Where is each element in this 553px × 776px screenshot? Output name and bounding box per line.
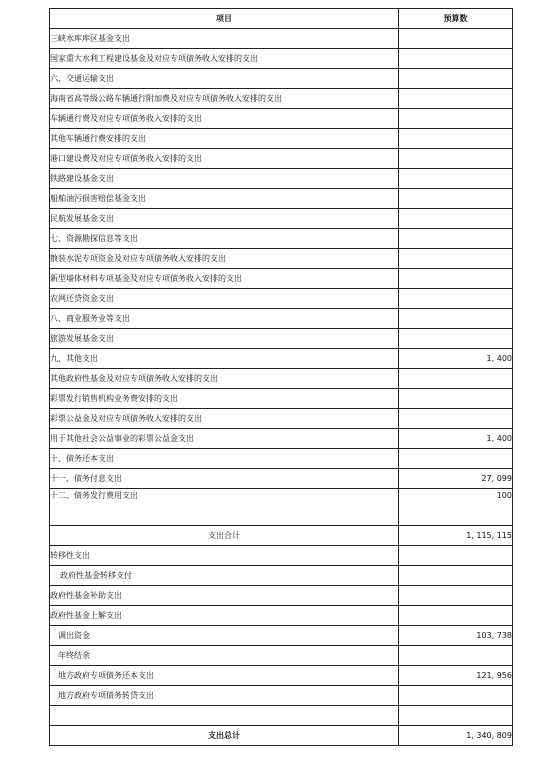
subtotal-row xyxy=(50,526,513,546)
row-label: 其他车辆通行费安排的支出 xyxy=(50,129,399,149)
table-row xyxy=(50,626,513,646)
row-label: 支出合计 xyxy=(50,526,399,546)
table-row xyxy=(50,129,513,149)
row-label: 年终结余 xyxy=(50,646,399,666)
row-label: 车辆通行费及对应专项债务收入安排的支出 xyxy=(50,109,399,129)
row-value xyxy=(399,149,513,169)
table-row xyxy=(50,566,513,586)
row-label: 三峡水库库区基金支出 xyxy=(50,29,399,49)
row-label: 调出资金 xyxy=(50,626,399,646)
table-row xyxy=(50,489,513,526)
row-value: 1, 340, 809 xyxy=(399,726,513,746)
header-budget: 预算数 xyxy=(399,9,513,29)
row-value xyxy=(399,449,513,469)
row-label: 地方政府专项债务转贷支出 xyxy=(50,686,399,706)
table-row xyxy=(50,189,513,209)
row-label: 海南省高等级公路车辆通行附加费及对应专项债务收入安排的支出 xyxy=(50,89,399,109)
table-row xyxy=(50,149,513,169)
table-row xyxy=(50,289,513,309)
row-label: 支出总计 xyxy=(50,726,399,746)
table-row xyxy=(50,249,513,269)
row-value xyxy=(399,369,513,389)
row-label: 政府性基金上解支出 xyxy=(50,606,399,626)
row-label: 政府性基金补助支出 xyxy=(50,586,399,606)
row-label: 港口建设费及对应专项债务收入安排的支出 xyxy=(50,149,399,169)
row-label: 八、商业服务业等支出 xyxy=(50,309,399,329)
table-row xyxy=(50,89,513,109)
row-value xyxy=(399,309,513,329)
row-label: 农网还贷资金支出 xyxy=(50,289,399,309)
row-label: 其他政府性基金及对应专项债务收入安排的支出 xyxy=(50,369,399,389)
table-row xyxy=(50,469,513,489)
table-row xyxy=(50,29,513,49)
row-label: 用于其他社会公益事业的彩票公益金支出 xyxy=(50,429,399,449)
row-value xyxy=(399,109,513,129)
table-header-row xyxy=(50,9,513,29)
row-value xyxy=(399,169,513,189)
row-value xyxy=(399,706,513,726)
row-value xyxy=(399,289,513,309)
row-value: 1, 400 xyxy=(399,349,513,369)
table-row xyxy=(50,329,513,349)
table-row xyxy=(50,666,513,686)
table-row xyxy=(50,429,513,449)
row-value: 1, 400 xyxy=(399,429,513,449)
row-value xyxy=(399,606,513,626)
table-row xyxy=(50,646,513,666)
row-value xyxy=(399,686,513,706)
table-row xyxy=(50,606,513,626)
row-value xyxy=(399,409,513,429)
row-value xyxy=(399,129,513,149)
row-label: 船舶油污损害赔偿基金支出 xyxy=(50,189,399,209)
row-label: 民航发展基金支出 xyxy=(50,209,399,229)
row-value: 27, 099 xyxy=(399,469,513,489)
table-row xyxy=(50,369,513,389)
row-label: 九、其他支出 xyxy=(50,349,399,369)
row-label: 转移性支出 xyxy=(50,546,399,566)
row-value xyxy=(399,49,513,69)
table-row xyxy=(50,69,513,89)
table-row xyxy=(50,686,513,706)
header-item: 项目 xyxy=(50,9,399,29)
table-row xyxy=(50,546,513,566)
table-row xyxy=(50,209,513,229)
row-value: 121, 956 xyxy=(399,666,513,686)
budget-table xyxy=(49,8,513,746)
table-row xyxy=(50,169,513,189)
row-label xyxy=(50,706,399,726)
table-row xyxy=(50,389,513,409)
table-row xyxy=(50,49,513,69)
row-value xyxy=(399,546,513,566)
row-label: 彩票公益金及对应专项债务收入安排的支出 xyxy=(50,409,399,429)
row-label: 十、债务还本支出 xyxy=(50,449,399,469)
row-value xyxy=(399,646,513,666)
table-row xyxy=(50,409,513,429)
row-label: 新型墙体材料专项基金及对应专项债务收入安排的支出 xyxy=(50,269,399,289)
row-value xyxy=(399,229,513,249)
table-row xyxy=(50,349,513,369)
row-value: 1, 115, 115 xyxy=(399,526,513,546)
row-label: 铁路建设基金支出 xyxy=(50,169,399,189)
row-value: 100 xyxy=(399,489,513,526)
row-value xyxy=(399,209,513,229)
table-row xyxy=(50,109,513,129)
row-label: 十二、债务发行费用支出 xyxy=(50,489,399,526)
row-value xyxy=(399,249,513,269)
table-row xyxy=(50,269,513,289)
grand-total-row xyxy=(50,726,513,746)
row-label: 旅游发展基金支出 xyxy=(50,329,399,349)
row-label: 政府性基金转移支付 xyxy=(50,566,399,586)
row-label: 散装水泥专项资金及对应专项债务收入安排的支出 xyxy=(50,249,399,269)
row-label: 六、交通运输支出 xyxy=(50,69,399,89)
table-row xyxy=(50,706,513,726)
row-value xyxy=(399,586,513,606)
table-row xyxy=(50,449,513,469)
row-label: 国家重大水利工程建设基金及对应专项债务收入安排的支出 xyxy=(50,49,399,69)
row-value xyxy=(399,189,513,209)
row-value xyxy=(399,29,513,49)
row-value xyxy=(399,566,513,586)
row-value: 103, 738 xyxy=(399,626,513,646)
table-row xyxy=(50,309,513,329)
row-value xyxy=(399,269,513,289)
row-value xyxy=(399,329,513,349)
row-value xyxy=(399,89,513,109)
table-row xyxy=(50,586,513,606)
row-value xyxy=(399,389,513,409)
row-label: 七、资源勘探信息等支出 xyxy=(50,229,399,249)
row-label: 十一、债务付息支出 xyxy=(50,469,399,489)
row-label: 地方政府专项债务还本支出 xyxy=(50,666,399,686)
table-row xyxy=(50,229,513,249)
row-value xyxy=(399,69,513,89)
row-label: 彩票发行销售机构业务费安排的支出 xyxy=(50,389,399,409)
